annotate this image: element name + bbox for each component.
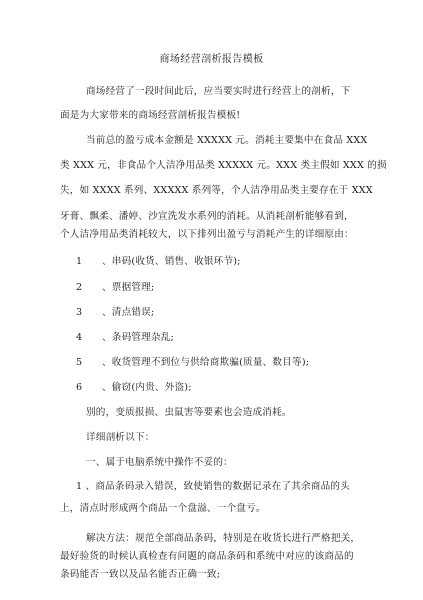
paragraph-line: 上，清点时形成两个商品一个盘溢、一个盘亏。: [60, 503, 266, 514]
list-item-text: 、串码(收货、销售、收银环节);: [102, 256, 241, 267]
list-item-number: 4: [76, 332, 83, 343]
list-item: [76, 382, 192, 394]
section-heading: 一、属于电脑系统中操作不妥的：: [86, 457, 233, 468]
paragraph-line: 失，如 XXXX 系列、XXXXX 系列等，个人洁净用品类主要存在于 XXX: [60, 185, 373, 196]
list-item: [76, 357, 309, 369]
list-item: [76, 282, 154, 294]
paragraph-line: 最好验货的时候认真检查有问题的商品条码和系统中对应的该商品的: [60, 551, 354, 562]
list-item-number: 2: [76, 282, 83, 293]
paragraph-line: 解决方法：规范全部商品条码，特别是在收货长进行严格把关，: [86, 533, 361, 544]
paragraph-line: 面是为大家带来的商场经营剖析报告模板!: [60, 110, 241, 121]
paragraph-line: 条码能否一致以及品名能否正确一致;: [60, 569, 221, 580]
list-item: [76, 307, 154, 319]
list-item-number: 3: [76, 307, 83, 318]
list-item-text: 、收货管理不到位与供给商欺骗(质量、数目等);: [102, 357, 310, 368]
list-item: [76, 256, 241, 268]
paragraph-line: 当前总的盈亏成本金额是 XXXXX 元。消耗主要集中在食品 XXX: [86, 135, 368, 146]
paragraph-line: 详细剖析以下：: [86, 432, 155, 443]
list-item-text: 、清点错误;: [102, 307, 155, 318]
paragraph-line: 商场经营了一段时间此后，应当要实时进行经营上的剖析，下: [86, 86, 351, 97]
paragraph-line: 别的，变质报损、虫鼠害等要素也会造成消耗。: [86, 407, 292, 418]
paragraph-line: 类 XXX 元，非食品个人洁净用品类 XXXXX 元。XXX 类主假如 XXX 的损: [60, 160, 387, 171]
paragraph-line: 1 、商品条码录入错误，致使销售的数据记录在了其余商品的头: [76, 481, 350, 492]
document-title: 商场经营剖析报告模板: [159, 54, 264, 65]
list-item-text: 、票据管理;: [102, 282, 155, 293]
list-item-number: 6: [76, 382, 83, 393]
list-item: [76, 332, 174, 344]
list-item-text: 、条码管理杂乱;: [102, 332, 174, 343]
paragraph-line: 牙膏、飘柔、潘婷、沙宣洗发水系列的消耗。从消耗剖析能够看到，: [60, 211, 354, 222]
paragraph-line: 个人洁净用品类消耗较大，以下排列出盈亏与消耗产生的详细原由：: [60, 229, 354, 240]
list-item-text: 、偷窃(内贵、外盗);: [102, 382, 192, 393]
list-item-number: 1: [76, 256, 83, 267]
list-item-number: 5: [76, 357, 83, 368]
